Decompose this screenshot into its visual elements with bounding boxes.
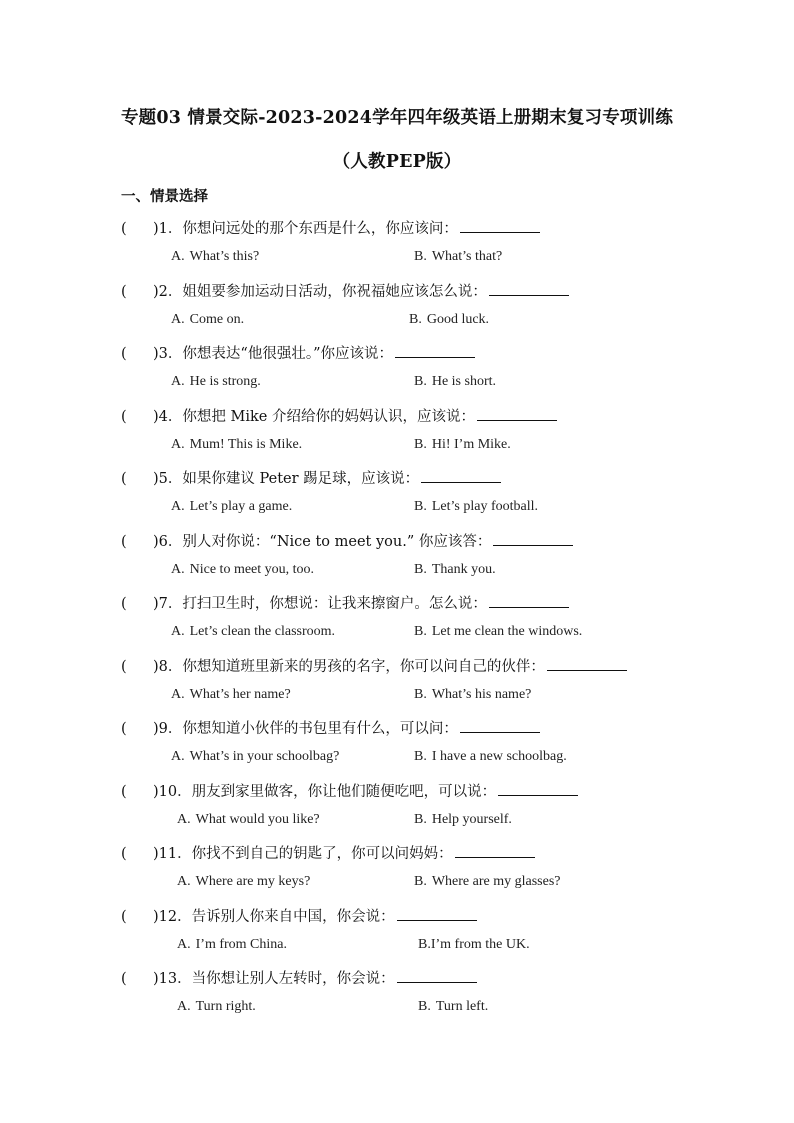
option-b[interactable] bbox=[414, 499, 538, 515]
option-a[interactable] bbox=[171, 687, 291, 703]
option-letter: B. bbox=[414, 561, 427, 577]
question-number: 11． bbox=[158, 846, 192, 862]
option-a[interactable] bbox=[171, 499, 292, 515]
question-row bbox=[121, 655, 627, 676]
question-text: 你想知道小伙伴的书包里有什么，可以问： bbox=[182, 721, 458, 737]
title-line-1: 专题03 情景交际-2023-2024学年四年级英语上册期末复习专项训练 bbox=[120, 108, 674, 128]
option-letter: B. bbox=[418, 999, 431, 1014]
option-letter: A. bbox=[171, 311, 185, 327]
answer-blank[interactable] bbox=[460, 718, 540, 733]
question-row bbox=[121, 530, 573, 551]
question-text: 你想表达“他很强壮。”你应该说： bbox=[182, 346, 393, 362]
answer-blank[interactable] bbox=[477, 406, 557, 421]
option-text: Let’s play a game. bbox=[189, 499, 293, 514]
option-a[interactable] bbox=[177, 937, 287, 953]
answer-paren-close: ) bbox=[153, 283, 159, 300]
option-a[interactable] bbox=[177, 874, 310, 890]
question-text: 你找不到自己的钥匙了，你可以问妈妈： bbox=[191, 846, 453, 862]
option-b[interactable] bbox=[414, 624, 582, 640]
answer-paren-close: ) bbox=[153, 783, 159, 800]
option-text: What’s that? bbox=[431, 249, 503, 264]
question-text: 告诉别人你来自中国，你会说： bbox=[191, 908, 395, 925]
question-row bbox=[121, 592, 569, 613]
option-text: Mum! This is Mike. bbox=[189, 436, 303, 452]
answer-blank[interactable] bbox=[397, 906, 477, 921]
option-letter: B. bbox=[409, 311, 422, 327]
question-number: 7． bbox=[158, 596, 183, 612]
answer-blank[interactable] bbox=[498, 781, 578, 796]
option-letter: B. bbox=[414, 249, 427, 264]
option-text: What’s this? bbox=[189, 249, 260, 264]
answer-blank[interactable] bbox=[493, 531, 573, 546]
option-letter: A. bbox=[171, 749, 185, 764]
question-number: 8． bbox=[158, 658, 183, 675]
option-text: I have a new schoolbag. bbox=[431, 749, 567, 764]
question-text: 打扫卫生时，你想说：让我来擦窗户。怎么说： bbox=[182, 596, 487, 612]
answer-paren-close: ) bbox=[153, 346, 159, 362]
question-row bbox=[121, 780, 578, 801]
answer-paren-close: ) bbox=[153, 846, 159, 862]
answer-blank[interactable] bbox=[547, 656, 627, 671]
option-text: He is short. bbox=[431, 374, 497, 389]
option-text: Where are my glasses? bbox=[431, 874, 561, 889]
answer-blank[interactable] bbox=[395, 343, 475, 358]
option-letter: B. bbox=[414, 686, 427, 702]
option-letter: A. bbox=[177, 936, 191, 952]
answer-blank[interactable] bbox=[397, 968, 477, 983]
answer-paren-open[interactable]: ( bbox=[121, 596, 127, 612]
option-letter: B. bbox=[414, 749, 427, 764]
answer-blank[interactable] bbox=[460, 218, 540, 233]
option-letter: B. bbox=[414, 374, 427, 389]
option-letter: A. bbox=[171, 499, 185, 514]
option-letter: B. bbox=[418, 936, 431, 952]
question-number: 2． bbox=[158, 283, 183, 300]
answer-paren-close: ) bbox=[153, 908, 159, 925]
option-letter: B. bbox=[414, 811, 427, 827]
option-text: What’s his name? bbox=[431, 686, 532, 702]
answer-paren-open[interactable]: ( bbox=[121, 971, 127, 987]
option-letter: A. bbox=[171, 249, 185, 264]
option-text: Let me clean the windows. bbox=[431, 624, 583, 639]
option-b[interactable] bbox=[414, 437, 511, 453]
option-a[interactable] bbox=[171, 249, 259, 265]
answer-paren-open[interactable]: ( bbox=[121, 658, 127, 675]
question-text: 你想问远处的那个东西是什么，你应该问： bbox=[182, 221, 458, 237]
answer-blank[interactable] bbox=[489, 281, 569, 296]
question-text: 姐姐要参加运动日活动，你祝福她应该怎么说： bbox=[182, 283, 487, 300]
option-text: He is strong. bbox=[189, 374, 261, 389]
question-row bbox=[121, 467, 501, 488]
question-row bbox=[121, 342, 475, 363]
answer-paren-close: ) bbox=[153, 221, 159, 237]
option-text: What’s in your schoolbag? bbox=[189, 749, 340, 764]
option-b[interactable] bbox=[414, 687, 531, 703]
answer-paren-close: ) bbox=[153, 596, 159, 612]
option-text: I’m from the UK. bbox=[430, 936, 530, 952]
option-text: Thank you. bbox=[431, 561, 496, 577]
option-text: What’s her name? bbox=[189, 686, 291, 702]
option-letter: A. bbox=[171, 436, 185, 452]
answer-paren-open[interactable]: ( bbox=[121, 346, 127, 362]
question-text: 当你想让别人左转时，你会说： bbox=[191, 971, 395, 987]
question-number: 5． bbox=[158, 471, 183, 487]
option-a[interactable] bbox=[171, 749, 339, 765]
option-letter: A. bbox=[171, 561, 185, 577]
title-line-2: （人教PEP版） bbox=[332, 152, 462, 172]
question-row bbox=[121, 717, 540, 738]
option-letter: B. bbox=[414, 874, 427, 889]
question-row bbox=[121, 280, 569, 301]
answer-paren-close: ) bbox=[153, 408, 159, 425]
option-letter: A. bbox=[177, 874, 191, 889]
option-a[interactable] bbox=[171, 374, 261, 390]
option-b[interactable] bbox=[414, 249, 502, 265]
option-b[interactable] bbox=[418, 999, 488, 1015]
question-number: 4． bbox=[158, 408, 183, 425]
option-b[interactable] bbox=[414, 749, 567, 765]
answer-paren-open[interactable]: ( bbox=[121, 471, 127, 487]
option-letter: A. bbox=[171, 374, 185, 389]
option-b[interactable] bbox=[414, 562, 496, 578]
question-text: 朋友到家里做客，你让他们随便吃吧，可以说： bbox=[191, 783, 497, 800]
option-text: Turn left. bbox=[435, 999, 489, 1014]
question-row bbox=[121, 905, 477, 926]
option-text: Let’s clean the classroom. bbox=[189, 624, 336, 639]
question-text: 你想把 Mike 介绍给你的妈妈认识，应该说： bbox=[182, 408, 475, 425]
question-text: 你想知道班里新来的男孩的名字，你可以问自己的伙伴： bbox=[182, 658, 545, 675]
answer-paren-open[interactable]: ( bbox=[121, 533, 127, 550]
answer-blank[interactable] bbox=[489, 593, 569, 608]
section-heading: 一、情景选择 bbox=[121, 188, 208, 205]
option-a[interactable] bbox=[171, 562, 314, 578]
question-text: 别人对你说：“Nice to meet you.” 你应该答： bbox=[182, 533, 492, 550]
answer-paren-open[interactable]: ( bbox=[121, 783, 127, 800]
option-letter: A. bbox=[177, 811, 191, 827]
option-text: Let’s play football. bbox=[431, 499, 538, 514]
answer-paren-close: ) bbox=[153, 533, 159, 550]
question-number: 3． bbox=[158, 346, 183, 362]
question-number: 9． bbox=[158, 721, 183, 737]
option-letter: B. bbox=[414, 499, 427, 514]
answer-paren-close: ) bbox=[153, 971, 159, 987]
question-number: 1． bbox=[158, 221, 183, 237]
answer-blank[interactable] bbox=[421, 468, 501, 483]
option-letter: A. bbox=[171, 686, 185, 702]
option-b[interactable] bbox=[409, 312, 489, 328]
option-text: Help yourself. bbox=[431, 811, 512, 827]
answer-paren-close: ) bbox=[153, 721, 159, 737]
question-row bbox=[121, 217, 540, 238]
answer-blank[interactable] bbox=[455, 843, 535, 858]
question-number: 6． bbox=[158, 533, 183, 550]
answer-paren-open[interactable]: ( bbox=[121, 221, 127, 237]
option-letter: B. bbox=[414, 436, 427, 452]
option-text: I’m from China. bbox=[195, 936, 287, 952]
option-letter: A. bbox=[171, 624, 185, 639]
question-number: 13． bbox=[158, 971, 192, 987]
option-letter: B. bbox=[414, 624, 427, 639]
answer-paren-open[interactable]: ( bbox=[121, 408, 127, 425]
option-b[interactable] bbox=[414, 374, 496, 390]
option-text: What would you like? bbox=[195, 811, 320, 827]
option-a[interactable] bbox=[177, 812, 320, 828]
option-text: Hi! I’m Mike. bbox=[431, 436, 511, 452]
question-number: 12． bbox=[158, 908, 192, 925]
answer-paren-open[interactable]: ( bbox=[121, 721, 127, 737]
option-b[interactable] bbox=[418, 937, 530, 953]
option-text: Good luck. bbox=[426, 311, 490, 327]
option-text: Nice to meet you, too. bbox=[189, 561, 315, 577]
option-a[interactable] bbox=[171, 312, 244, 328]
option-b[interactable] bbox=[414, 812, 512, 828]
answer-paren-open[interactable]: ( bbox=[121, 908, 127, 925]
option-a[interactable] bbox=[171, 624, 335, 640]
option-text: Come on. bbox=[189, 311, 245, 327]
question-text: 如果你建议 Peter 踢足球，应该说： bbox=[182, 471, 420, 487]
option-text: Turn right. bbox=[195, 999, 256, 1014]
answer-paren-close: ) bbox=[153, 471, 159, 487]
answer-paren-open[interactable]: ( bbox=[121, 846, 127, 862]
option-text: Where are my keys? bbox=[195, 874, 311, 889]
question-row bbox=[121, 405, 557, 426]
question-row bbox=[121, 842, 535, 863]
question-number: 10． bbox=[158, 783, 192, 800]
option-a[interactable] bbox=[171, 437, 302, 453]
option-b[interactable] bbox=[414, 874, 561, 890]
option-a[interactable] bbox=[177, 999, 256, 1015]
answer-paren-close: ) bbox=[153, 658, 159, 675]
answer-paren-open[interactable]: ( bbox=[121, 283, 127, 300]
question-row bbox=[121, 967, 477, 988]
option-letter: A. bbox=[177, 999, 191, 1014]
